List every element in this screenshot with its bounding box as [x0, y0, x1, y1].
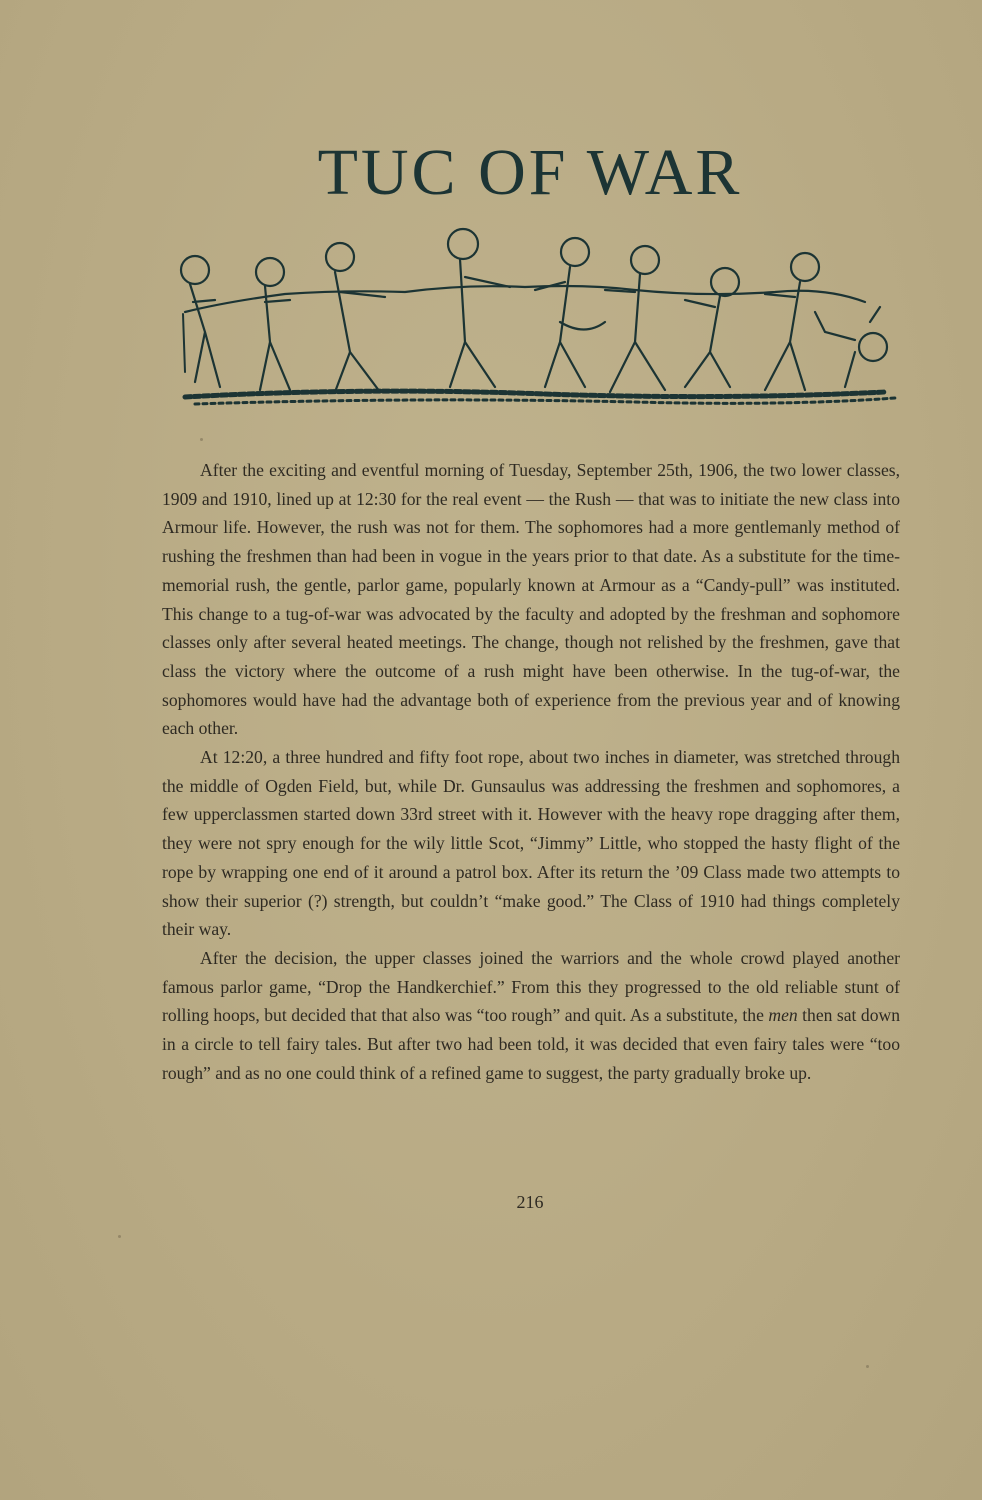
- tug-of-war-illustration: [165, 222, 910, 417]
- paragraph-3-italic-word: men: [768, 1005, 798, 1026]
- child-figure-4: [448, 229, 510, 387]
- child-figure-7: [685, 268, 739, 387]
- paragraph-3-text-end: then sat down in a circle to tell fairy tales. But after two had been told, it was decided that even fairy tales were “too rough” and as no one could think of a refined game to suggest, the party gradually broke up.: [162, 1005, 900, 1083]
- child-figure-6: [605, 246, 665, 392]
- paper-speck: [866, 1365, 869, 1368]
- child-figure-8: [765, 253, 819, 390]
- paper-speck: [118, 1235, 121, 1238]
- child-figure-1: [181, 256, 220, 387]
- page-title: TUC OF WAR: [317, 136, 743, 209]
- paragraph-2: At 12:20, a three hundred and fifty foot rope, about two inches in diameter, was stretched through the middle of Ogden Field, but, while Dr. Gunsaulus was addressing the freshmen and sophomores, a few upperclassmen started down 33rd street with it. However with the heavy rope dragging after them, they were not spry enough for the wily little Scot, “Jimmy” Little, who stopped the hasty flight of the rope by wrapping one end of it around a patrol box. After its return the ’09 Class made two attempts to show their superior (?) strength, but couldn’t “make good.” The Class of 1910 had things completely their way.: [162, 747, 900, 940]
- child-figure-2: [256, 258, 290, 390]
- article-body: [162, 456, 900, 1087]
- paragraph-3: [162, 944, 900, 1088]
- child-figure-3: [326, 243, 385, 392]
- rope: [185, 286, 865, 312]
- ground-stones: [185, 391, 885, 397]
- paper-speck: [200, 438, 203, 441]
- paragraph-1: After the exciting and eventful morning of Tuesday, September 25th, 1906, the two lower classes, 1909 and 1910, lined up at 12:30 for the real event — the Rush — that was to initiate the new class into Armour life. However, the rush was not for them. The sophomores had a more gentlemanly method of rushing the freshmen than had been in vogue in the years prior to that date. As a substitute for the time-memorial rush, the gentle, parlor game, popularly known at Armour as a “Candy-pull” was instituted. This change to a tug-of-war was advocated by the faculty and adopted by the freshman and sophomore classes only after several heated meetings. The change, though not relished by the freshmen, gave that class the victory where the outcome of a rush might have been otherwise. In the tug-of-war, the sophomores would have had the advantage both of experience from the previous year and of knowing each other.: [162, 460, 900, 739]
- child-figure-9: [815, 307, 887, 387]
- child-figure-5: [535, 238, 605, 387]
- paragraph-3-text-start: After the decision, the upper classes joined the warriors and the whole crowd played another famous parlor game, “Drop the Handkerchief.” From this they progressed to the old reliable stunt of rolling hoops, but decided that that also was “too rough” and quit. As a substitute, the: [162, 947, 900, 1026]
- page-number: 216: [516, 1192, 544, 1212]
